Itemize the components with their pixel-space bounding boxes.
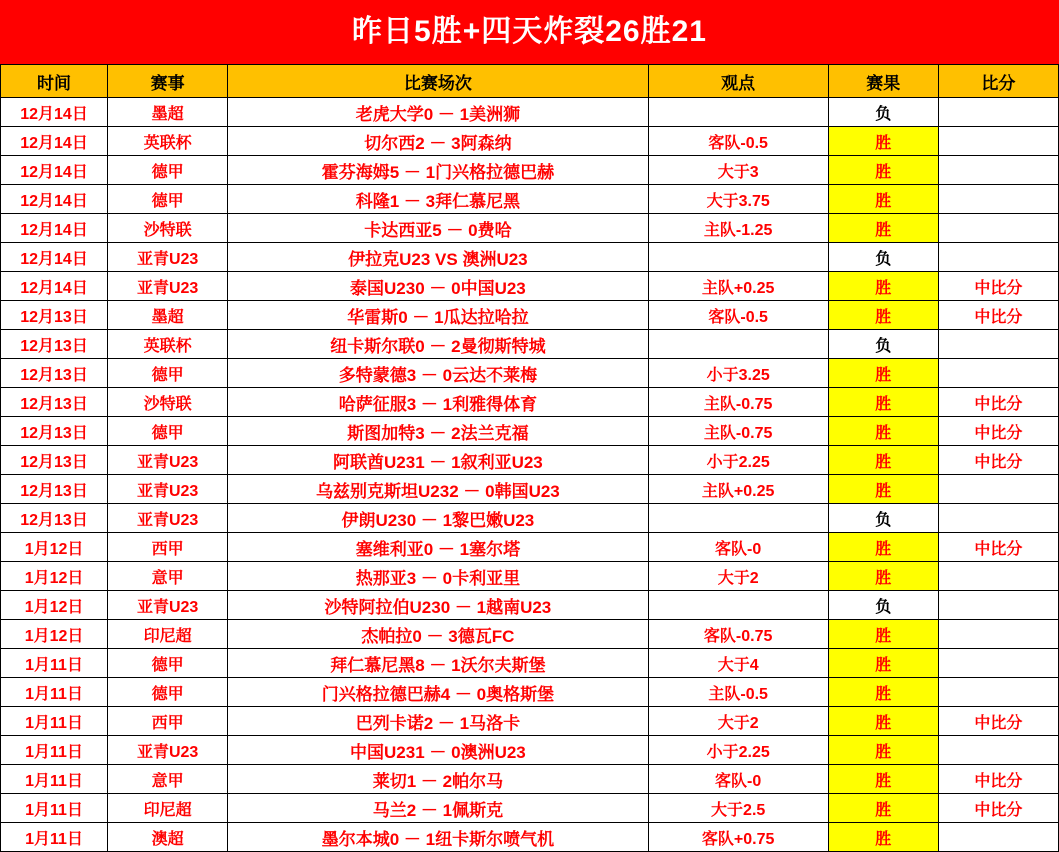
cell-league: 亚青U23	[108, 504, 228, 533]
cell-match: 巴列卡诺2 － 1马洛卡	[228, 707, 648, 736]
cell-view: 大于3	[648, 156, 828, 185]
cell-view: 大于4	[648, 649, 828, 678]
cell-league: 德甲	[108, 156, 228, 185]
cell-result: 胜	[828, 736, 938, 765]
cell-league: 西甲	[108, 707, 228, 736]
cell-match: 中国U231 － 0澳洲U23	[228, 736, 648, 765]
cell-league: 印尼超	[108, 620, 228, 649]
cell-view: 客队-0	[648, 765, 828, 794]
cell-time: 12月13日	[1, 359, 108, 388]
cell-league: 亚青U23	[108, 736, 228, 765]
cell-match: 泰国U230 － 0中国U23	[228, 272, 648, 301]
cell-match: 拜仁慕尼黑8 － 1沃尔夫斯堡	[228, 649, 648, 678]
cell-match: 伊拉克U23 VS 澳洲U23	[228, 243, 648, 272]
cell-score: 中比分	[938, 765, 1058, 794]
cell-score	[938, 620, 1058, 649]
cell-result: 胜	[828, 272, 938, 301]
cell-result: 胜	[828, 649, 938, 678]
cell-score	[938, 591, 1058, 620]
cell-score	[938, 185, 1058, 214]
cell-league: 英联杯	[108, 330, 228, 359]
cell-league: 亚青U23	[108, 475, 228, 504]
table-row	[1, 417, 1059, 446]
cell-time: 12月13日	[1, 446, 108, 475]
cell-match: 杰帕拉0 － 3德瓦FC	[228, 620, 648, 649]
column-header-time: 时间	[1, 65, 108, 98]
cell-result: 负	[828, 504, 938, 533]
cell-time: 12月13日	[1, 388, 108, 417]
table-row	[1, 301, 1059, 330]
cell-score	[938, 736, 1058, 765]
cell-league: 亚青U23	[108, 591, 228, 620]
cell-score	[938, 475, 1058, 504]
cell-league: 澳超	[108, 823, 228, 852]
cell-match: 多特蒙德3 － 0云达不莱梅	[228, 359, 648, 388]
cell-time: 1月11日	[1, 765, 108, 794]
cell-result: 胜	[828, 765, 938, 794]
cell-time: 1月12日	[1, 620, 108, 649]
table-row	[1, 649, 1059, 678]
cell-league: 亚青U23	[108, 272, 228, 301]
table-header-row	[1, 65, 1059, 98]
cell-match: 热那亚3 － 0卡利亚里	[228, 562, 648, 591]
cell-view	[648, 330, 828, 359]
cell-result: 胜	[828, 533, 938, 562]
cell-score	[938, 823, 1058, 852]
cell-match: 纽卡斯尔联0 － 2曼彻斯特城	[228, 330, 648, 359]
cell-match: 墨尔本城0 － 1纽卡斯尔喷气机	[228, 823, 648, 852]
cell-result: 胜	[828, 678, 938, 707]
cell-result: 负	[828, 330, 938, 359]
cell-score: 中比分	[938, 707, 1058, 736]
cell-view: 大于2	[648, 707, 828, 736]
cell-time: 12月14日	[1, 272, 108, 301]
table-row	[1, 678, 1059, 707]
cell-time: 1月11日	[1, 736, 108, 765]
cell-match: 华雷斯0 － 1瓜达拉哈拉	[228, 301, 648, 330]
cell-time: 1月11日	[1, 823, 108, 852]
table-row	[1, 156, 1059, 185]
cell-score: 中比分	[938, 388, 1058, 417]
cell-view	[648, 504, 828, 533]
cell-league: 意甲	[108, 562, 228, 591]
cell-view: 主队-0.75	[648, 417, 828, 446]
cell-result: 胜	[828, 475, 938, 504]
cell-league: 墨超	[108, 301, 228, 330]
cell-result: 胜	[828, 823, 938, 852]
cell-score: 中比分	[938, 446, 1058, 475]
cell-view: 小于2.25	[648, 736, 828, 765]
cell-view: 客队-0.5	[648, 127, 828, 156]
cell-league: 墨超	[108, 98, 228, 127]
cell-league: 德甲	[108, 359, 228, 388]
cell-league: 西甲	[108, 533, 228, 562]
cell-time: 12月13日	[1, 417, 108, 446]
cell-time: 12月14日	[1, 214, 108, 243]
table-row	[1, 620, 1059, 649]
cell-time: 1月12日	[1, 533, 108, 562]
cell-time: 1月11日	[1, 707, 108, 736]
cell-result: 胜	[828, 562, 938, 591]
cell-view: 主队+0.25	[648, 475, 828, 504]
cell-score	[938, 127, 1058, 156]
cell-match: 卡达西亚5 － 0费哈	[228, 214, 648, 243]
cell-score	[938, 504, 1058, 533]
table-row	[1, 591, 1059, 620]
table-row	[1, 736, 1059, 765]
column-header-match: 比赛场次	[228, 65, 648, 98]
cell-view: 客队-0	[648, 533, 828, 562]
table-row	[1, 446, 1059, 475]
cell-view: 小于2.25	[648, 446, 828, 475]
cell-result: 负	[828, 243, 938, 272]
cell-league: 亚青U23	[108, 243, 228, 272]
cell-result: 胜	[828, 388, 938, 417]
table-row	[1, 794, 1059, 823]
cell-score	[938, 214, 1058, 243]
cell-match: 乌兹别克斯坦U232 － 0韩国U23	[228, 475, 648, 504]
cell-time: 12月14日	[1, 185, 108, 214]
cell-league: 意甲	[108, 765, 228, 794]
predictions-table	[0, 64, 1059, 852]
cell-view: 主队-1.25	[648, 214, 828, 243]
cell-time: 1月11日	[1, 794, 108, 823]
cell-league: 印尼超	[108, 794, 228, 823]
cell-view: 主队+0.25	[648, 272, 828, 301]
cell-match: 霍芬海姆5 － 1门兴格拉德巴赫	[228, 156, 648, 185]
cell-view: 大于2	[648, 562, 828, 591]
table-row	[1, 98, 1059, 127]
table-row	[1, 388, 1059, 417]
table-row	[1, 823, 1059, 852]
cell-league: 沙特联	[108, 214, 228, 243]
cell-time: 12月14日	[1, 243, 108, 272]
cell-score	[938, 562, 1058, 591]
cell-time: 1月12日	[1, 562, 108, 591]
cell-view: 小于3.25	[648, 359, 828, 388]
cell-view: 大于3.75	[648, 185, 828, 214]
table-row	[1, 243, 1059, 272]
cell-match: 伊朗U230 － 1黎巴嫩U23	[228, 504, 648, 533]
cell-result: 负	[828, 98, 938, 127]
cell-time: 12月14日	[1, 127, 108, 156]
cell-league: 亚青U23	[108, 446, 228, 475]
cell-score	[938, 359, 1058, 388]
cell-match: 科隆1 － 3拜仁慕尼黑	[228, 185, 648, 214]
cell-score: 中比分	[938, 533, 1058, 562]
cell-match: 沙特阿拉伯U230 － 1越南U23	[228, 591, 648, 620]
cell-match: 莱切1 － 2帕尔马	[228, 765, 648, 794]
table-row	[1, 533, 1059, 562]
cell-time: 12月13日	[1, 504, 108, 533]
cell-view: 客队-0.5	[648, 301, 828, 330]
cell-result: 胜	[828, 446, 938, 475]
table-row	[1, 185, 1059, 214]
cell-league: 沙特联	[108, 388, 228, 417]
cell-match: 门兴格拉德巴赫4 － 0奥格斯堡	[228, 678, 648, 707]
column-header-league: 赛事	[108, 65, 228, 98]
table-row	[1, 127, 1059, 156]
cell-score: 中比分	[938, 272, 1058, 301]
cell-score	[938, 98, 1058, 127]
cell-result: 胜	[828, 127, 938, 156]
cell-view	[648, 591, 828, 620]
table-body	[1, 98, 1059, 852]
cell-view: 客队-0.75	[648, 620, 828, 649]
cell-view	[648, 98, 828, 127]
cell-time: 1月12日	[1, 591, 108, 620]
cell-result: 胜	[828, 707, 938, 736]
cell-time: 12月14日	[1, 98, 108, 127]
cell-league: 德甲	[108, 417, 228, 446]
cell-time: 1月11日	[1, 649, 108, 678]
table-row	[1, 765, 1059, 794]
page-title: 昨日5胜+四天炸裂26胜21	[0, 0, 1059, 64]
cell-match: 老虎大学0 － 1美洲狮	[228, 98, 648, 127]
table-row	[1, 562, 1059, 591]
cell-result: 胜	[828, 156, 938, 185]
table-row	[1, 504, 1059, 533]
column-header-result: 赛果	[828, 65, 938, 98]
cell-score	[938, 678, 1058, 707]
cell-view: 客队+0.75	[648, 823, 828, 852]
cell-result: 胜	[828, 794, 938, 823]
cell-score	[938, 243, 1058, 272]
cell-time: 12月13日	[1, 301, 108, 330]
column-header-score: 比分	[938, 65, 1058, 98]
cell-view: 主队-0.5	[648, 678, 828, 707]
column-header-view: 观点	[648, 65, 828, 98]
cell-match: 马兰2 － 1佩斯克	[228, 794, 648, 823]
cell-match: 切尔西2 － 3阿森纳	[228, 127, 648, 156]
cell-score: 中比分	[938, 417, 1058, 446]
cell-result: 胜	[828, 301, 938, 330]
cell-result: 胜	[828, 185, 938, 214]
cell-score: 中比分	[938, 301, 1058, 330]
cell-result: 胜	[828, 214, 938, 243]
table-row	[1, 272, 1059, 301]
cell-league: 德甲	[108, 649, 228, 678]
cell-view: 主队-0.75	[648, 388, 828, 417]
cell-view: 大于2.5	[648, 794, 828, 823]
cell-match: 哈萨征服3 － 1利雅得体育	[228, 388, 648, 417]
cell-result: 胜	[828, 359, 938, 388]
cell-league: 德甲	[108, 678, 228, 707]
table-row	[1, 475, 1059, 504]
cell-score	[938, 156, 1058, 185]
cell-time: 1月11日	[1, 678, 108, 707]
cell-time: 12月14日	[1, 156, 108, 185]
cell-match: 斯图加特3 － 2法兰克福	[228, 417, 648, 446]
cell-league: 英联杯	[108, 127, 228, 156]
cell-result: 胜	[828, 417, 938, 446]
cell-match: 塞维利亚0 － 1塞尔塔	[228, 533, 648, 562]
cell-result: 负	[828, 591, 938, 620]
table-row	[1, 707, 1059, 736]
cell-match: 阿联酋U231 － 1叙利亚U23	[228, 446, 648, 475]
cell-league: 德甲	[108, 185, 228, 214]
cell-time: 12月13日	[1, 475, 108, 504]
table-row	[1, 330, 1059, 359]
cell-view	[648, 243, 828, 272]
cell-result: 胜	[828, 620, 938, 649]
cell-score: 中比分	[938, 794, 1058, 823]
table-row	[1, 214, 1059, 243]
cell-score	[938, 649, 1058, 678]
table-row	[1, 359, 1059, 388]
cell-score	[938, 330, 1058, 359]
cell-time: 12月13日	[1, 330, 108, 359]
